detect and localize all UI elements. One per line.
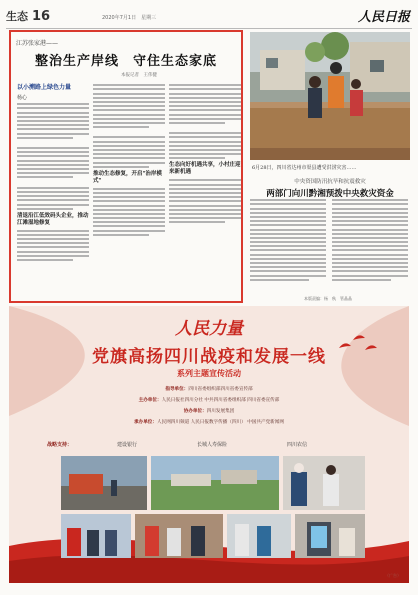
banner-script-title: 人民力量 xyxy=(175,319,243,339)
photo-tile xyxy=(295,514,365,558)
side-article-heading[interactable] xyxy=(250,177,410,199)
article-author: 杨心 xyxy=(17,95,28,101)
organizer-row: 协办单位：四川发展集团 xyxy=(183,409,235,414)
photo-tile xyxy=(283,456,365,510)
photo-caption: 6月28日，四川省达州市渠县遭受洪涝灾害…… xyxy=(252,165,357,171)
banner-subtitle: 系列主题宣传活动 xyxy=(177,369,241,378)
photo-tile xyxy=(151,456,279,510)
sponsor-row xyxy=(47,438,377,450)
article-column-2 xyxy=(93,82,165,238)
sponsor-logo: 建设银行 xyxy=(117,442,138,448)
sponsor-logo: 四川农信 xyxy=(287,442,308,448)
sponsor-logo: 长城人寿保险 xyxy=(197,442,228,448)
page-number: 16 xyxy=(32,9,51,24)
ad-note: （广告） xyxy=(385,573,401,578)
article-headline: 整治生产岸线 守住生态家底 xyxy=(34,54,217,69)
section-title xyxy=(6,8,50,24)
flood-rescue-photo xyxy=(250,32,410,160)
side-kicker: 中央资国防汛抗旱和抗震救灾 xyxy=(294,179,366,185)
photo-tile xyxy=(227,514,291,558)
article-subhead-3: 推动生态修复，开启"治岸模式" xyxy=(93,170,162,184)
issue-date: 2020年7月1日 星期三 xyxy=(102,15,157,21)
side-headline: 两部门向川黔湘预拨中央救灾资金 xyxy=(266,189,394,199)
side-column-1 xyxy=(250,197,326,283)
organizer-row: 主办单位：人民日报社四川分社 中共四川省委组织部 四川省委宣传部 xyxy=(138,398,280,403)
photo-tile xyxy=(61,514,131,558)
banner-organizers xyxy=(23,386,395,430)
article-column-1 xyxy=(17,82,89,263)
page-footer: 本版责编：杨 秋 管晶晶 xyxy=(304,296,352,301)
article-subhead-2: 清退沿江低效码头企业，推动江滩湿地修复 xyxy=(17,212,89,226)
masthead xyxy=(6,6,412,29)
highlighted-article[interactable] xyxy=(9,30,243,303)
photo-tile xyxy=(61,456,147,510)
sponsor-label: 战略支持： xyxy=(47,442,73,448)
organizer-row: 指导单位：四川省委组织部四川省委宣传部 xyxy=(165,387,253,392)
section-name: 生态 xyxy=(6,10,28,23)
newspaper-logo: 人民日报 xyxy=(357,10,410,25)
banner-title: 党旗高扬四川战疫和发展一线 xyxy=(92,347,326,367)
article-kicker: 江苏张家港—— xyxy=(16,40,59,47)
promo-banner[interactable] xyxy=(9,306,409,583)
article-column-3 xyxy=(169,82,241,225)
article-byline: 本报记者 王伟健 xyxy=(121,73,157,78)
article-subhead-1: 以小溯路上绿色力量 xyxy=(17,84,72,91)
organizer-row: 承办单位：人民网四川频道 人民日报数字传播（四川） 中国共产党新闻网 xyxy=(134,420,284,425)
article-subhead-4: 生态向好机遇共享，小村庄迎来新机遇 xyxy=(169,162,241,176)
photo-tile xyxy=(135,514,223,558)
side-column-2 xyxy=(332,197,408,283)
